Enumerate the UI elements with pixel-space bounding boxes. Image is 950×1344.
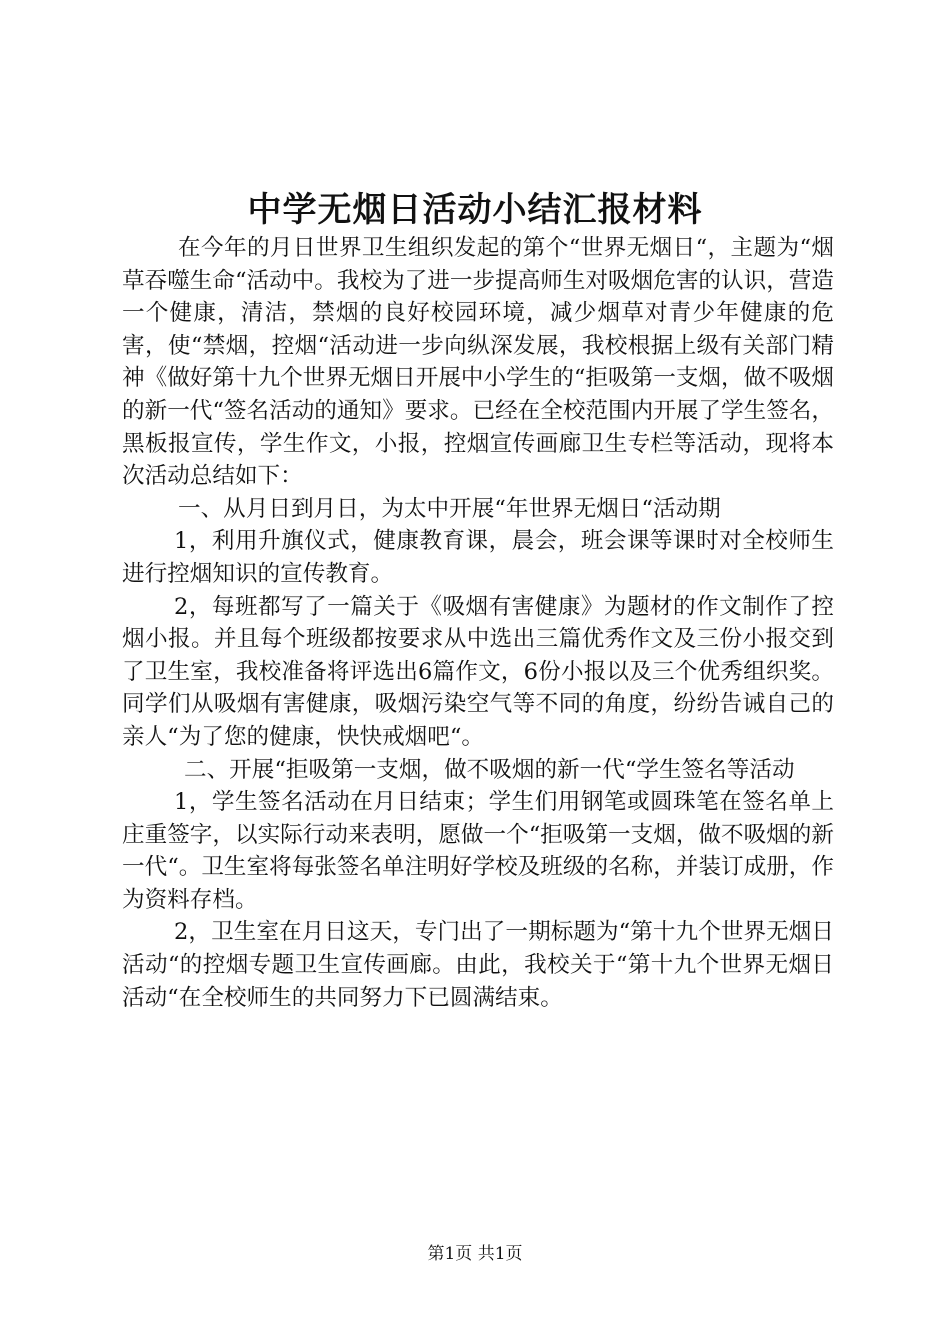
document-title: 中学无烟日活动小结汇报材料 <box>247 190 703 230</box>
section-heading-2: 二、开展“拒吸第一支烟，做不吸烟的新一代“学生签名等活动 <box>184 756 795 783</box>
section-1-item-1: 1，利用升旗仪式，健康教育课，晨会，班会课等课时对全校师生进行控烟知识的宣传教育。 <box>122 528 834 587</box>
section-1-item-2: 2，每班都写了一篇关于《吸烟有害健康》为题材的作文制作了控烟小报。并且每个班级都按要求从中选出三篇优秀作文及三份小报交到了卫生室，我校准备将评选出6篇作文，6份小报以及三个优秀组织奖。同学们从吸烟有害健康，吸烟污染空气等不同的角度，纷纷告诫自己的亲人“为了您的健康，快快戒烟吧“。 <box>122 593 834 750</box>
document-body <box>122 232 834 1014</box>
section-heading-1: 一、从月日到月日，为太中开展“年世界无烟日“活动期 <box>178 495 721 522</box>
section-2-item-1: 1，学生签名活动在月日结束；学生们用钢笔或圆珠笔在签名单上庄重签字，以实际行动来表明，愿做一个“拒吸第一支烟，做不吸烟的新一代“。卫生室将每张签名单注明好学校及班级的名称，并装订成册，作为资料存档。 <box>122 789 834 913</box>
page-footer: 第1页 共1页 <box>427 1244 523 1264</box>
intro-paragraph: 在今年的月日世界卫生组织发起的第个“世界无烟日“，主题为“烟草吞噬生命“活动中。我校为了进一步提高师生对吸烟危害的认识，营造一个健康，清洁，禁烟的良好校园环境，减少烟草对青少年健康的危害，使“禁烟，控烟“活动进一步向纵深发展，我校根据上级有关部门精神《做好第十九个世界无烟日开展中小学生的“拒吸第一支烟，做不吸烟的新一代“签名活动的通知》要求。已经在全校范围内开展了学生签名，黑板报宣传，学生作文，小报，控烟宣传画廊卫生专栏等活动，现将本次活动总结如下： <box>122 235 834 490</box>
section-2-item-2: 2，卫生室在月日这天，专门出了一期标题为“第十九个世界无烟日活动“的控烟专题卫生宣传画廊。由此，我校关于“第十九个世界无烟日活动“在全校师生的共同努力下已圆满结束。 <box>122 919 834 1011</box>
